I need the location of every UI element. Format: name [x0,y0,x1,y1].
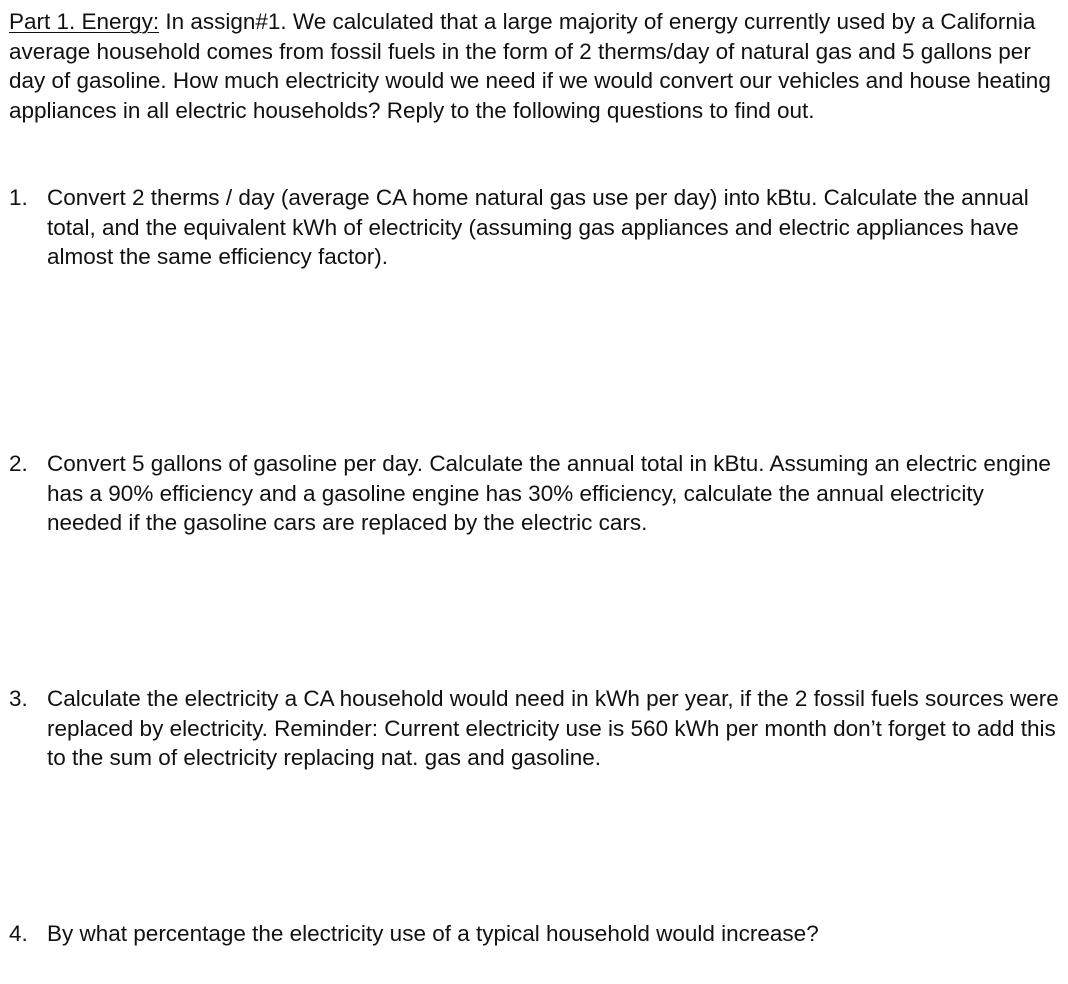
question-2 [9,449,1059,538]
question-text: By what percentage the electricity use of a typical household would increase? [47,921,819,946]
question-number: 4. [9,921,28,946]
intro-text: In assign#1. We calculated that a large majority of energy currently used by a California average household comes from fossil fuels in the form of 2 therms/day of natural gas and 5 gallons per day of gasoline. How much electricity would we need if we would convert our vehicles and house heating appliances in all electric households? Reply to the following questions to find out. [9,9,1051,123]
question-text: Convert 5 gallons of gasoline per day. Calculate the annual total in kBtu. Assuming an electric engine has a 90% efficiency and a gasoline engine has 30% efficiency, calculate the annual electricity needed if the gasoline cars are replaced by the electric cars. [47,451,1051,535]
question-text: Convert 2 therms / day (average CA home natural gas use per day) into kBtu. Calculate the annual total, and the equivalent kWh of electricity (assuming gas appliances and electric appliances have almost the same efficiency factor). [47,185,1029,269]
question-1 [9,183,1059,272]
intro-paragraph [9,7,1059,125]
question-4 [9,919,1059,949]
question-3 [9,684,1059,773]
question-number: 1. [9,185,28,210]
part-heading: Part 1. Energy: [9,9,160,34]
question-number: 2. [9,451,28,476]
question-number: 3. [9,686,28,711]
question-text: Calculate the electricity a CA household would need in kWh per year, if the 2 fossil fuels sources were replaced by electricity. Reminder: Current electricity use is 560 kWh per month don’t forget to add this to the sum of electricity replacing nat. gas and gasoline. [47,686,1059,770]
